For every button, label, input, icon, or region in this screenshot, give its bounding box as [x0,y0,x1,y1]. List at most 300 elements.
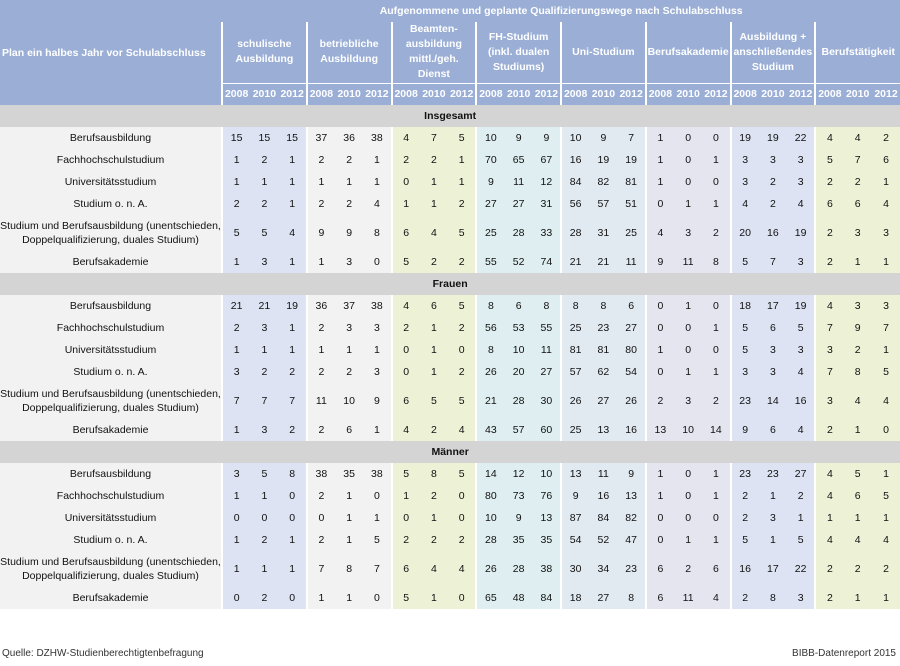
table-cell: 51 [618,193,646,215]
header-stub: Plan ein halbes Jahr vor Schulabschluss [0,0,222,105]
table-cell: 10 [505,339,533,361]
table-cell: 0 [674,317,702,339]
table-cell: 0 [674,339,702,361]
table-cell: 10 [335,383,363,419]
table-cell: 3 [731,149,759,171]
table-cell: 5 [392,463,420,485]
table-row [0,463,900,485]
table-cell: 2 [307,317,335,339]
table-cell: 56 [476,317,504,339]
table-cell: 38 [533,551,561,587]
table-cell: 38 [307,463,335,485]
table-cell: 0 [279,587,307,609]
row-label [0,507,222,529]
table-cell: 7 [420,127,448,149]
table-cell: 4 [815,529,843,551]
group-header-line: Studiums) [492,60,545,73]
table-cell: 9 [363,383,391,419]
table-cell: 7 [872,317,900,339]
table-cell: 1 [222,251,250,273]
table-cell: 7 [618,127,646,149]
table-cell: 1 [674,193,702,215]
table-cell: 1 [702,463,730,485]
table-cell: 1 [674,295,702,317]
table-cell: 8 [363,215,391,251]
table-cell: 54 [618,361,646,383]
table-cell: 1 [702,485,730,507]
row-label [0,317,222,339]
table-cell: 0 [702,171,730,193]
table-cell: 5 [448,295,476,317]
table-cell: 0 [279,485,307,507]
table-cell: 16 [561,149,589,171]
table-cell: 1 [363,149,391,171]
table-cell: 26 [561,383,589,419]
table-cell: 11 [674,587,702,609]
section-row [0,273,900,295]
table-cell: 1 [279,171,307,193]
table-cell: 4 [420,551,448,587]
table-cell: 0 [363,485,391,507]
table-cell: 1 [363,171,391,193]
table-cell: 21 [589,251,617,273]
row-label-line: Berufsausbildung [69,132,152,144]
table-cell: 1 [420,339,448,361]
table-cell: 9 [731,419,759,441]
table-cell: 15 [222,127,250,149]
row-label-line: Berufsakademie [72,592,149,604]
table-cell: 1 [844,419,872,441]
table-row [0,339,900,361]
table-cell: 5 [448,383,476,419]
table-cell: 6 [872,149,900,171]
table-cell: 38 [363,127,391,149]
table-cell: 2 [307,485,335,507]
year-header: 2010 [505,83,533,105]
table-cell: 4 [872,193,900,215]
table-cell: 2 [279,419,307,441]
table-cell: 1 [250,339,278,361]
table-cell: 2 [731,507,759,529]
table-cell: 6 [815,193,843,215]
table-cell: 8 [844,361,872,383]
table-cell: 2 [335,149,363,171]
year-header: 2008 [392,83,420,105]
table-cell: 28 [505,551,533,587]
table-cell: 8 [561,295,589,317]
table-cell: 11 [589,463,617,485]
table-cell: 1 [702,149,730,171]
table-cell: 3 [250,251,278,273]
table-cell: 2 [702,383,730,419]
table-cell: 1 [279,529,307,551]
table-cell: 19 [759,127,787,149]
table-cell: 43 [476,419,504,441]
table-cell: 19 [731,127,759,149]
table-cell: 21 [222,295,250,317]
table-cell: 26 [476,551,504,587]
row-label-line: Fachhochschulstudium [56,154,165,166]
table-cell: 9 [505,507,533,529]
table-cell: 1 [307,171,335,193]
table-cell: 1 [250,171,278,193]
table-cell: 1 [279,149,307,171]
year-header: 2012 [787,83,815,105]
table-cell: 21 [250,295,278,317]
table-cell: 9 [618,463,646,485]
table-cell: 35 [533,529,561,551]
group-header-line: Berufsakademie [647,45,729,58]
group-header [476,22,561,83]
table-cell: 1 [674,361,702,383]
table-cell: 23 [589,317,617,339]
table-cell: 1 [759,485,787,507]
table-cell: 1 [448,171,476,193]
table-cell: 13 [646,419,674,441]
table-cell: 7 [307,551,335,587]
row-label-line: Studium und Berufsausbildung (unentschieden, [0,220,221,232]
table-cell: 4 [872,529,900,551]
table-cell: 1 [279,339,307,361]
table-cell: 5 [872,361,900,383]
table-cell: 0 [392,339,420,361]
table-cell: 5 [787,317,815,339]
table-row [0,485,900,507]
table-cell: 4 [844,127,872,149]
table-cell: 1 [872,339,900,361]
group-header-line: FH-Studium [488,30,549,43]
table-cell: 2 [815,587,843,609]
year-header: 2010 [674,83,702,105]
table-cell: 7 [279,383,307,419]
row-label [0,529,222,551]
group-header-line: Ausbildung + [739,30,807,43]
group-header [815,22,900,83]
group-header-line: Ausbildung [320,53,378,66]
table-cell: 80 [476,485,504,507]
table-cell: 55 [533,317,561,339]
table-cell: 2 [731,587,759,609]
table-cell: 5 [872,485,900,507]
table-cell: 2 [674,551,702,587]
row-label-line: Studium und Berufsausbildung (unentschieden, [0,388,221,400]
table-cell: 4 [815,127,843,149]
table-cell: 4 [279,215,307,251]
table-cell: 0 [646,295,674,317]
year-header: 2010 [759,83,787,105]
row-label [0,251,222,273]
table-cell: 82 [589,171,617,193]
table-cell: 17 [759,295,787,317]
table-cell: 1 [844,251,872,273]
table-cell: 74 [533,251,561,273]
table-cell: 0 [646,193,674,215]
table-cell: 19 [787,295,815,317]
table-cell: 2 [872,551,900,587]
table-cell: 1 [646,485,674,507]
table-cell: 81 [561,339,589,361]
table-cell: 0 [646,317,674,339]
year-header: 2008 [222,83,250,105]
table-cell: 1 [279,551,307,587]
year-header: 2008 [646,83,674,105]
row-label [0,383,222,419]
table-cell: 70 [476,149,504,171]
table-cell: 1 [815,507,843,529]
group-header [561,22,646,83]
table-cell: 2 [759,193,787,215]
table-cell: 3 [759,149,787,171]
table-cell: 27 [505,193,533,215]
table-cell: 4 [872,383,900,419]
table-cell: 2 [448,317,476,339]
table-row [0,383,900,419]
table-cell: 3 [787,251,815,273]
table-cell: 3 [759,339,787,361]
table-cell: 27 [533,361,561,383]
table-cell: 1 [335,587,363,609]
table-cell: 5 [250,215,278,251]
table-cell: 20 [731,215,759,251]
table-cell: 2 [815,215,843,251]
row-label-line: Doppelqualifizierung, duales Studium) [22,234,199,246]
table-cell: 7 [222,383,250,419]
row-label-line: Doppelqualifizierung, duales Studium) [22,402,199,414]
table-cell: 1 [392,193,420,215]
year-header: 2008 [561,83,589,105]
table-cell: 4 [363,193,391,215]
year-header: 2012 [448,83,476,105]
row-label-line: Berufsakademie [72,424,149,436]
table-cell: 57 [505,419,533,441]
table-cell: 8 [533,295,561,317]
table-row [0,215,900,251]
table-cell: 4 [815,485,843,507]
table-cell: 60 [533,419,561,441]
table-cell: 2 [420,149,448,171]
table-cell: 1 [420,193,448,215]
table-cell: 1 [307,587,335,609]
table-cell: 2 [420,529,448,551]
table-cell: 1 [279,317,307,339]
table-cell: 14 [702,419,730,441]
table-cell: 0 [674,463,702,485]
year-header: 2012 [702,83,730,105]
table-cell: 2 [307,193,335,215]
table-cell: 4 [448,551,476,587]
table-cell: 8 [759,587,787,609]
table-cell: 81 [618,171,646,193]
table-cell: 7 [815,317,843,339]
table-cell: 2 [420,251,448,273]
table-cell: 0 [702,295,730,317]
table-cell: 0 [392,507,420,529]
row-label [0,551,222,587]
table-cell: 6 [759,419,787,441]
table-cell: 0 [702,339,730,361]
table-cell: 54 [561,529,589,551]
table-cell: 0 [674,171,702,193]
table-cell: 0 [448,587,476,609]
group-header-line: ausbildung [405,38,462,51]
table-cell: 4 [844,383,872,419]
table-cell: 4 [420,215,448,251]
table-cell: 2 [731,485,759,507]
table-cell: 1 [759,529,787,551]
table-cell: 0 [702,507,730,529]
table-cell: 8 [335,551,363,587]
table-cell: 2 [250,361,278,383]
table-row [0,419,900,441]
table-cell: 1 [335,171,363,193]
row-label-line: Studium o. n. A. [73,534,148,546]
table-cell: 0 [674,127,702,149]
group-header-line: Ausbildung [235,53,294,66]
table-row [0,317,900,339]
table-cell: 4 [815,463,843,485]
table-cell: 65 [476,587,504,609]
group-header [307,22,392,83]
table-cell: 37 [335,295,363,317]
group-header-line: Beamten- [409,23,458,36]
table-cell: 23 [759,463,787,485]
row-label-line: Fachhochschulstudium [56,490,165,502]
year-header: 2012 [618,83,646,105]
table-cell: 28 [561,215,589,251]
table-cell: 1 [787,507,815,529]
table-cell: 9 [561,485,589,507]
table-cell: 3 [335,317,363,339]
table-cell: 87 [561,507,589,529]
table-cell: 31 [589,215,617,251]
table-cell: 7 [363,551,391,587]
table-cell: 4 [702,587,730,609]
group-header-line: schulische [237,38,292,51]
table-cell: 0 [363,251,391,273]
table-cell: 5 [250,463,278,485]
table-cell: 23 [731,383,759,419]
table-cell: 0 [448,507,476,529]
table-cell: 1 [222,171,250,193]
table-cell: 0 [646,507,674,529]
table-cell: 1 [646,339,674,361]
table-cell: 9 [844,317,872,339]
table-cell: 2 [335,361,363,383]
table-cell: 1 [872,463,900,485]
table-cell: 8 [279,463,307,485]
table-cell: 13 [589,419,617,441]
table-row [0,295,900,317]
table-cell: 38 [363,463,391,485]
table-cell: 27 [618,317,646,339]
table-cell: 11 [533,339,561,361]
table-cell: 6 [392,383,420,419]
table-cell: 16 [589,485,617,507]
table-cell: 2 [392,529,420,551]
table-cell: 6 [505,295,533,317]
table-cell: 53 [505,317,533,339]
table-cell: 28 [505,215,533,251]
table-cell: 5 [392,587,420,609]
table-cell: 4 [787,193,815,215]
table-cell: 5 [448,463,476,485]
table-cell: 5 [363,529,391,551]
table-cell: 2 [844,171,872,193]
table-cell: 3 [815,339,843,361]
group-header-line: (inkl. dualen [487,45,550,58]
table-cell: 4 [646,215,674,251]
table-cell: 10 [476,127,504,149]
table-cell: 67 [533,149,561,171]
table-cell: 17 [759,551,787,587]
table-cell: 13 [533,507,561,529]
table-cell: 8 [420,463,448,485]
table-cell: 2 [702,215,730,251]
table-cell: 8 [476,339,504,361]
table-cell: 5 [731,317,759,339]
table-cell: 3 [222,463,250,485]
table-cell: 16 [618,419,646,441]
table-row [0,587,900,609]
table-cell: 3 [363,361,391,383]
table-cell: 3 [335,251,363,273]
table-cell: 1 [702,361,730,383]
row-label-line: Universitätsstudium [64,344,157,356]
table-cell: 23 [731,463,759,485]
table-row [0,529,900,551]
table-cell: 1 [702,317,730,339]
table-cell: 1 [844,587,872,609]
table-cell: 14 [476,463,504,485]
table-cell: 3 [363,317,391,339]
row-label [0,171,222,193]
table-cell: 4 [844,529,872,551]
table-cell: 0 [363,587,391,609]
row-label [0,587,222,609]
group-header-line: Studium [751,60,794,73]
table-cell: 10 [476,507,504,529]
table-cell: 6 [646,587,674,609]
table-cell: 0 [222,507,250,529]
table-cell: 8 [618,587,646,609]
table-cell: 1 [222,419,250,441]
group-header [392,22,477,83]
table-cell: 2 [420,485,448,507]
section-title: Insgesamt [0,105,900,127]
table-cell: 1 [646,171,674,193]
table-cell: 6 [335,419,363,441]
row-label-line: Studium und Berufsausbildung (unentschieden, [0,556,221,568]
table-cell: 4 [815,295,843,317]
table-cell: 12 [533,171,561,193]
table-cell: 12 [505,463,533,485]
table-cell: 3 [250,419,278,441]
section-title: Männer [0,441,900,463]
table-cell: 48 [505,587,533,609]
table-cell: 1 [420,507,448,529]
table-cell: 3 [844,295,872,317]
table-cell: 3 [815,383,843,419]
table-cell: 19 [589,149,617,171]
table-cell: 3 [731,171,759,193]
table-cell: 1 [872,587,900,609]
table-cell: 7 [815,361,843,383]
section-title: Frauen [0,273,900,295]
table-cell: 2 [815,419,843,441]
table-row [0,171,900,193]
table-cell: 3 [250,317,278,339]
table-cell: 0 [222,587,250,609]
